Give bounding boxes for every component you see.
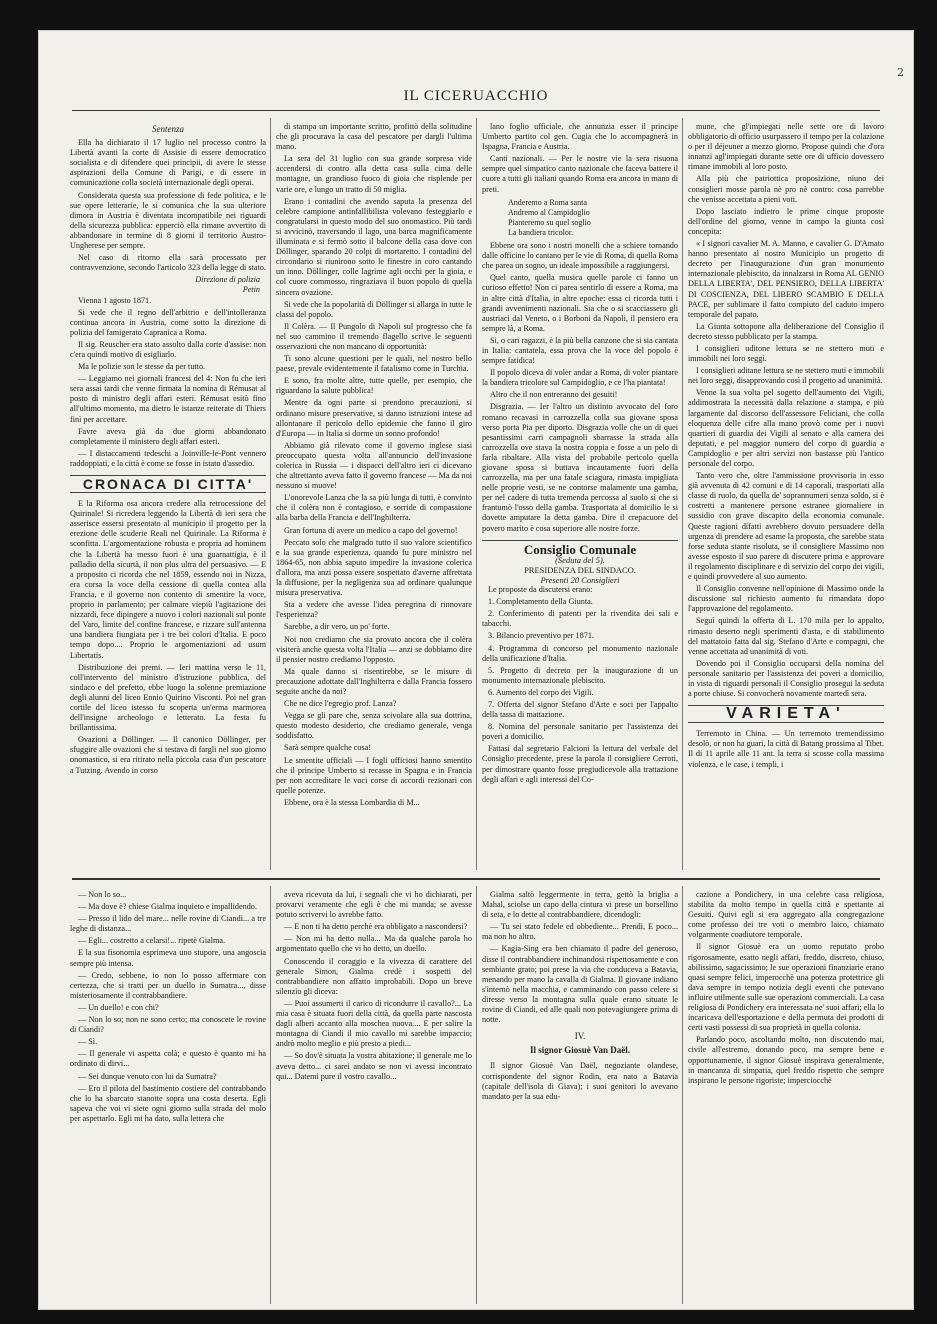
paragraph: Ma le polizie son le stesse da per tutto.: [78, 362, 206, 372]
column-divider: [682, 886, 683, 1304]
paragraph: — Credo, sebbene, io non lo posso affermare con certezza, che si tratti per un duello in Sumatra..., disse misteriosamente il contrabbandiere.: [70, 970, 266, 1000]
paragraph: Distribuzione dei premi. — Ieri mattina verso le 11, coll'intervento del ministro d'istruzione pubblica, del sindaco e del prefetto, ebbe luogo la solenne premiazione degli alunni del liceo Ennio Quirino Visconti. Poi nel gran cortile del liceo istesso fu scoperta un'erma marmorea dell'insigne archeologo e letterato. La festa fu brillantissima.: [70, 662, 266, 733]
paragraph: Il popolo diceva di voler andar a Roma, di voler piantare la bandiera tricolore sul Campidoglio, e ce l'ha piantata!: [482, 368, 678, 388]
paragraph: Seguì quindi la offerta di L. 170 mila per lo appalto, rimasto deserto negli sperimenti d'asta, e di stabilimento del mattatoio fatta dal sig. Stefano d'Arte e compagni, che venne accettata ad unanimità di voti.: [688, 616, 884, 656]
paragraph: Il Consiglio convenne nell'opinione di Massimo onde la discussione sul richiesto aumento fu rimandata dopo l'approvazione del regolamento.: [688, 584, 884, 614]
paragraph: — Un duello! e con chi?: [78, 1002, 159, 1012]
paragraph: — I distaccamenti tedeschi a Joinville-le-Pont vennero raddoppiati, e la città è come se fosse in istato d'assedio.: [70, 448, 266, 468]
paragraph: cazione a Pondichery, in una celebre casa religiosa, stabilita da molto tempo in quella città e spettante ai Gesuiti. Quivi egli si era aggregato alla congregazione come professo dei tre voti o membro laico, chiamato volgarmente coadiutore temporale.: [688, 890, 884, 940]
paragraph: Ovazioni a Döllinger. — Il canonico Döllinger, per sfuggire alle ovazioni che si testava di fargli nel suo giorno onomastico, si era ritirato nella piccola casa d'un pescatore a Tutzing. Avendo in corso: [70, 735, 266, 775]
paragraph: Si vede che il regno dell'arbitrio e dell'intolleranza continua ancora in Austria, come sotto la direzione di polizia del famigerato Capranica a Roma.: [70, 307, 266, 337]
paragraph: Ella ha dichiarato il 17 luglio nel processo contro la Libertà avanti la corte di Assisie di essere democratico socialista e di difendere quei principii, di avere le stesse aspirazioni della Comune di Parigi, e di essere in comunicazione colla società internazionale degli operai.: [70, 138, 266, 188]
paragraph: — Presso il lido del mare... nelle rovine di Ciandi... a tre leghe di distanza...: [70, 914, 266, 934]
paragraph: Nel caso di ritorno ella sarà processato per contravvenzione, secondo l'articolo 323 della legge di stato.: [70, 253, 266, 273]
list-item: Fattasi dal segretario Falcioni la lettura del verbale del Consiglio precedente, prese la parola il consigliere Cerroti, per dimostrare quanto fosse pregiudicevole alla trattazione degli affari e agli interessi del Co-: [482, 744, 678, 784]
paragraph: Altro che il non entreranno dei gesuiti!: [490, 390, 618, 400]
paragraph: Erano i contadini che avendo saputa la presenza del celebre campione antinfallibilista volevano festeggiarlo e congratularsi in questo modo del suo onomastico. Più tardi si avvicinò, traversando il lago, una barca magnificamente illuminata e si fermò sotto il balcone della casa dove con Döllinger, sparando 20 colpi di mortaretto. I contadini del circondario si riunirono sotto le finestre in coro cantando un inno. Döllinger, colle lagrime agli occhi per la gioia, e col cuore commosso, ringraziava il buon popolo di quella sincera ovazione.: [276, 196, 472, 297]
paragraph: Che ne dice l'egregio prof. Lanza?: [284, 699, 397, 709]
paragraph: — So dov'è situata la vostra abitazione; il generale me lo aveva detto... ci sarei andato se non vi avessi incontrato qui... Datemi pure il vostro cavallo...: [276, 1051, 472, 1081]
section-heading-varieta: VARIETA': [688, 705, 884, 723]
list-item: 3. Bilancio preventivo per 1871.: [488, 631, 594, 641]
masthead-rule: [72, 110, 880, 111]
page-number: 2: [897, 66, 904, 79]
feuilleton-rule: [72, 878, 880, 880]
list-item: Le proposte da discutersi erano:: [488, 585, 593, 595]
paragraph: Il signor Giosuè Van Daël, negoziante olandese, corrispondente del signor Rodin, era nato a Batavia (capitale dell'isola di Giava); i suoi genitori lo avevano mandato per la sua edu-: [482, 1061, 678, 1101]
paragraph: — E non ti ha detto perchè era obbligato a nascondersi?: [284, 922, 468, 932]
paragraph: Peccato solo che malgrado tutto il suo valore scientifico e la sua grande esperienza, quando fu pure ministro nel 1864-65, non abbia saputo impedire la invasione colerica d'allora, ma anzi possa essere sospettato d'averne affrettata la diffusione, per la negligenza sua ad ordinare qualunque misura preservativa.: [276, 537, 472, 598]
paragraph: Il signor Giosuè era un uomo reputato probo rigorosamente, esatto negli affari, freddo, discreto, chiuso, abilissimo, sagacissimo; le sue operazioni finanziarie erano quasi sempre felici, imperocchè una potenza protettrice gli dava sempre in tempo notizia degli eventi che potevano influire utilmente sulle sue operazioni commerciali. La casa religiosa di Pondichery era interessata ne' suoi affari; ella lo incaricava dell'esportazione e della permuta dei prodotti di certi vasti possessi di sua proprietà in quella colonia.: [688, 942, 884, 1033]
session-date: (Seduta del 5).: [555, 554, 605, 565]
article-title: Sentenza: [152, 124, 184, 134]
paragraph: — Ma dove è? chiese Gialma inquieto e impallidendo.: [78, 902, 257, 912]
paragraph: Venne la sua volta pel sogetto dell'aumento dei Vigili, addimostrata la necessità dalla relazione a stampa, e più largamente dal discorso dell'assessore Feliciani, che colla eloquenza delle cifre alla mano provò come per i nuovi quartieri di guardia dei Vigili al senato e alla camera dei deputati, e pel maggior numero del corpo di guardia a Campidoglio e per altri servizi non bastasse più l'antico personale del corpo.: [688, 388, 884, 468]
paragraph: Canti nazionali. — Per le nostre vie la sera risuona sempre quel simpatico canto nazionale che faceva battere il cuore a tutti gli italiani quando Roma era ancora in mano di preti.: [482, 154, 678, 194]
paragraph: Tanto vero che, oltre l'ammissione provvisoria in esso già avvenuta di 42 comuni e di 14 caporali, trasportati alla classe di ruolo, da quella de' soprannumeri senza soldo, si è costretti a mantenere persone estranee giornaliere in sussidio con grave discapito della economia comunale. Queste ragioni difatti avrebbero dovuto persuadere della urgenza di prendere ad esame la proposta, che sarebbe stata forse seduta stante risoluta, se il consigliere Massimo non avesse esposto il suo parere di discutere prima e approvare il regolamento disciplinare e di servizio del corpo dei vigili, e quindi provvedere al suo aumento.: [688, 471, 884, 582]
paragraph: — Tu sei stato fedele ed obbediente... Prendi, E poco... ma non ho altro.: [482, 922, 678, 942]
paragraph: Sarà sempre qualche cosa!: [284, 743, 372, 753]
paragraph: La Giunta sottopone alla deliberazione del Consiglio il decreto stesso pubblicato per la stampa.: [688, 321, 884, 341]
paragraph: Ebbene, ora è la stessa Lombardia di M...: [284, 797, 420, 807]
column-divider: [476, 886, 477, 1304]
paragraph: Favre aveva già da due giorni abbandonato completamente il ministero degli affari esteri.: [70, 426, 266, 446]
paragraph: di stampa un importante scritto, profittò della solitudine che gli procurava la casa del pescatore per dargli l'ultima mano.: [276, 122, 472, 152]
paragraph: Gialma saltò leggermente in terra, gettò la briglia a Mahal, sciolse un capo della cintura vi prese un borsellino di seta, e lo dette al contrabbandiere, dicendogli:: [482, 890, 678, 920]
column-divider: [270, 118, 271, 870]
poem-line: Pianteremo su quel soglio: [508, 217, 591, 227]
paragraph: Ebbene ora sono i nostri monelli che a schiere tornando dalle officine lo cantano per le vie di Roma, di quella Roma che parea un sogno, un ideale impossibile a raggiungersi.: [482, 241, 678, 271]
paragraph: La sera del 31 luglio con sua grande sorpresa vide accendersi di contro alla detta casa sulla cima delle montagne, un grandioso fuoco di gioia che risplende per varie ore, e lungo un tratto di 50 miglia.: [276, 154, 472, 194]
dateline: Vienna 1 agosto 1871.: [78, 295, 152, 305]
paragraph: E la sua fisonomia esprimeva uno stupore, una angoscia sempre più intensa.: [70, 948, 266, 968]
poem: [482, 198, 678, 238]
paragraph: Si vede che la popolarità di Döllinger si allarga in tutte le classi del popolo.: [276, 299, 472, 319]
chapter-title: Il signor Giosuè Van Daël.: [529, 1045, 631, 1056]
feuilleton-column-3: [482, 890, 678, 1305]
paragraph: E la Riforma osa ancora credere alla retrocessione del Quirinale! Si ricredera leggendo la Libertà di ieri sera che asserisce essersi presentato al municipio il progetto per la erezione delle scuderie Reali nel Quirinale. La Riforma è sconfitta. L'argomentazione robusta e propria ad hominem che la Libertà ha messo fuori è una guarnattigia, è il palladio della sicurtà, il non plus ultra del persuasivo. — E a proposito ci ricorda che nel 1859, essendo noi in Nizza, era corsa la voce della cessione di quella contea alla Francia, e il governo non contento di smentire la voce, proprio in parlamento; per calmare viepiù l'agitazione dei nizzardi, fece dipingere a nuovo i colori nazionali sul ponte del Varo, limite del confine francese, e rizzare sull'antenna una bandiera fiungiata per i tre bei colori d'Italia. E poco tempo dopo.... Proprio le argomentazioni ad usum Libertatis.: [70, 499, 266, 660]
paragraph: Sarebbe, a dir vero, un po' forte.: [284, 622, 390, 632]
paragraph: Il sig. Reuscher era stato assolto dalla corte d'assise: non c'era quindi motivo di esigliarlo.: [70, 339, 266, 359]
list-item: 1. Completamento della Giunta.: [488, 597, 593, 607]
column-2: [276, 122, 472, 872]
paragraph: Le smentite ufficiali — I fogli ufficiosi hanno smentito che il principe Umberto si recasse in Spagna e in Francia per non accreditare le voci corse di accordi rezionari con quelle potenze.: [276, 755, 472, 795]
list-item: 6. Aumento del corpo dei Vigili.: [488, 687, 594, 697]
list-item: 8. Nomina del personale sanitario per l'assistenza dei poveri a domicilio.: [482, 722, 678, 742]
poem-line: Andremo al Campidoglio: [508, 207, 590, 217]
paragraph: L'onorevole Lanza che la sa più lunga di tutti, è convinto che il colèra non è contagioso, e sorride di compassione alla barba della Francia e dell'Inghilterra.: [276, 493, 472, 523]
paragraph: lano foglio ufficiale, che annunzia esser il principe Umberto partito col gen. Cugia che lo accompagnerà in Ispagna, Francia e Austria.: [482, 122, 678, 152]
present-count: Presenti 20 Consiglieri: [540, 574, 620, 585]
paragraph: Parlando poco, ascoltando molto, non discutendo mai, civile all'estremo, donando poco, ma sempre bene e opportunamente, il signor Giosuè inspirava generalmente, in mancanza di simpatia, quel freddo rispetto che sempre inspirano le persone rigoriste; imperciocchè: [688, 1035, 884, 1085]
paragraph: Disgrazia. — Ier l'altro un distinto avvocato del foro romano recavasi in carrozzella colla sua giovane sposa verso porta Pia per diporto. Disgrazia volle che un di quei pesantissimi carri campagnoli sbarrasse la strada alla carrozzella ove stava la nostra coppia e fosse a un pelo di farla ribaltare. Alla vista del probabile pericolo quella giovane sposa si buttava incautamente fuori della carrozzella, ma per una fatale sciagura, rimasta impigliata nelle proprie vesti, se ne contorse malamente una gamba, per nel cadere di tutta tremenda percossa al suolo sì che si frantumò l'osso della gamba. Trasportata al domicilio le si dovette amputare la detta gamba. Dire il crepacuore del povero marito è cosa superiore alle nostre forze.: [482, 402, 678, 533]
list-item: 2. Conferimento di patenti per la rivendita dei sali e tabacchi.: [482, 609, 678, 629]
paragraph: — Puoi assumerti il carico di ricondurre il cavallo?... La mia casa è situata fuori della città, da quella parte nascosta dagli alberi accanto alla moschea nuova.... E per salire la montagna di Ciandi il mio cavallo mi sarebbe impaccio; andrò molto meglio e più presto a piedi...: [276, 998, 472, 1049]
chapter-number: IV.: [574, 1031, 586, 1042]
paragraph: Ma quale danno si risentirebbe, se le misure di precauzione adottate dall'Inghilterra e dalla Francia fossero seguite anche da noi?: [276, 666, 472, 696]
feuilleton-column-4: [688, 890, 884, 1305]
paragraph: — Non mi ha detto nulla... Ma da qualche parola ho argomentato quello che vi ho detto, un duello.: [276, 934, 472, 954]
column-divider: [270, 886, 271, 1304]
column-4: [688, 122, 884, 872]
paragraph: I consiglieri uditone lettura se ne stettero muti e immobili nei loro seggi.: [688, 343, 884, 364]
column-1: [70, 122, 266, 872]
paragraph: Terremoto in China. — Un terremoto tremendissimo desolò, or non ha guari, la città di Batang prossima al Tibet. Il di 11 aprile alle 11 ant. la terra si scosse colla massima violenza, e le case, i templi, i: [688, 729, 884, 769]
feuilleton-column-1: [70, 890, 266, 1305]
paragraph: Noi non crediamo che sia provato ancora che il colèra visiterà anche questa volta l'Italia — anzi se dobbiamo dire il pensier nostro crediamo l'opposto.: [276, 634, 472, 664]
feuilleton-column-2: [276, 890, 472, 1305]
paragraph: — Non lo so...: [78, 890, 127, 899]
paragraph: Si, o cari ragazzi, è la più bella canzone che si sia cantata in Italia: cantatela, essa prova che la voce del popolo è sempre fatidica!: [482, 335, 678, 366]
paragraph: Sta a vedere che avesse l'idea peregrina di rinnovare l'esperienza?: [276, 600, 472, 620]
paragraph: Ti sono alcune questioni per le quali, nel nostro bello paese, prevale evidentemente il fatalismo come in Turchia.: [276, 354, 472, 374]
signature: Direzione di polizia: [195, 275, 260, 285]
paragraph: Alla più che patriottica proposizione, niuno dei consiglieri mosse parola nè pro nè contro: cosa parrebbe che venisse accettata a pieni voti.: [688, 174, 884, 204]
paragraph: Dovendo poi il Consiglio occuparsi della nomina del personale sanitario per l'assistenza dei poveri a domicilio, in vista di riguardi personali il Consiglio prosegui la seduta a porte chiuse. Si convocherà novamente martedì sera.: [688, 658, 884, 699]
paragraph: — Il generale vi aspetta colà; e questo è quanto mi ha ordinato di dirvi...: [70, 1049, 266, 1069]
agenda-list: [482, 585, 678, 785]
paragraph: — Ero il pilota del bastimento costiere del contrabbando che lo ha sbarcato stanotte sopra una costa deserta. Egli sapeva che voi vi siete ogni giorno sulla strada del molo per aspettarlo. Egli mi ha dato, sulla lettera che: [70, 1083, 266, 1123]
signature-name: Petin: [242, 285, 260, 295]
section-heading-cronaca: CRONACA DI CITTA': [70, 475, 266, 493]
paragraph: mune, che gl'impiegati nelle sette ore di lavoro obbligatorio di officio usurpassero il tempo per la colazione o per il déjeuner a mezzo giorno. Propose quindi che d'ora innanzi agl'impiegati durante sette ore di ufficio dovessero rimane immobili al loro posto.: [688, 122, 884, 172]
paragraph: Mentre da ogni parte si prendono precauzioni, si ordinano misure preservative, si danno istruzioni intese ad allontanare il pericolo dello epidemie che fanno il giro d'Europa — in Italia si dorme un sonno profondo!: [276, 398, 472, 438]
paragraph: — Sei dunque venuto con lui da Sumatra?: [78, 1071, 217, 1081]
paragraph: Conoscendo il coraggio e la vivezza di carattere del generale Simon, Gialma credè i sospetti del contrabbandiere non affatto improbabili. Dopo un breve silenzio gli diceva:: [276, 956, 472, 996]
paragraph: — Leggiamo nei giornali francesi del 4: Non fu che ieri sera assai tardi che venne firmata la nomina di Rémusat al posto di ministro degli affari esteri. Rémusat esitò fino all'ultimo momento, ma dietro le istanze reiterate di Thiers finì per accettare.: [70, 374, 266, 424]
section-heading-consiglio: Consiglio Comunale: [482, 540, 678, 555]
column-divider: [682, 118, 683, 870]
paragraph: Quel canto, quella musica quelle parole ci fanno un curioso effetto! Non ci parea sentirlo di essere a Roma, ma in altre città d'Italia, in altre epoche: essa ci ricorda tutti i grandi avvenimenti nazionali. Sia che o si scacciassero gli austriaci dal Veneto, o i Borboni da Napoli, il pensiero era sempre là, a Roma.: [482, 273, 678, 333]
paragraph: — Sì.: [78, 1037, 98, 1047]
poem-line: La bandiera tricolor.: [508, 227, 574, 237]
paragraph: Considerata questa sua professione di fede politica, e le sue opere letterarie, le si comunica che la sua ulteriore dimora in Austria è diventata incompatibile nei riguardi della sicurezza pubblica: epperciò ella rimane avvertito di abbandonare in termine di 8 giorni il territorio Austro-Ungherese per sempre.: [70, 190, 266, 251]
paragraph: — Kagia-Sing era ben chiamato il padre del generoso, disse il contrabbandiere inchinandosi rispettosamente e con sembiante grato; poi prese la via che conduceva a Batavia, menando per mano la cavalla di Gialma. Il giovane indiano s'internò nella macchia, e camminando con passo celere si diresse verso la montagna sulla quale erano situate le rovine di Ciandi, ed alle quali non potevagiungere prima di notte.: [482, 944, 678, 1025]
column-divider: [476, 118, 477, 870]
paragraph: Dopo lasciato indietro le prime cinque proposte dell'ordine del giorno, venne in campo la giunta così concepita:: [688, 206, 884, 236]
masthead: IL CICERUACCHIO: [403, 88, 549, 104]
paragraph: Gran fortuna di avere un medico a capo del governo!: [284, 525, 458, 535]
list-item: 5. Progetto di decreto per la inaugurazione di un monumento internazionale plebiscito.: [482, 665, 678, 685]
poem-line: Anderemo a Roma santa: [508, 197, 587, 207]
list-item: 7. Offerta del signor Stefano d'Arte e soci per l'appalto della tassa di mattazione.: [482, 699, 678, 720]
paragraph: — Non lo so; non ne sono certo; ma conoscete le rovine di Ciandi?: [70, 1015, 266, 1035]
paragraph: aveva ricevuta da lui, i segnali che vi ho dichiarati, per provarvi veramente che egli è che mi manda; se avesse potuto scrivervi lo avrebbe fatto.: [276, 890, 472, 920]
list-item: 4. Programma di concorso pel monumento nazionale della unificazione d'Italia.: [482, 643, 678, 663]
newspaper-page: [38, 30, 914, 1310]
paragraph: — Egli... costretto a celarsi!... ripetè Gialma.: [78, 936, 226, 946]
paragraph: « I signori cavalier M. A. Manno, e cavalier G. D'Amato hanno presentato al nostro Municipio un progetto di decreto per l'inaugurazione d'un gran monumento internazionale plebiscito, da innalzarsi in Roma AL GENIO DELLA LIBERTA', DEL PENSIERO, DELLA LIBERTA' DI COSCIENZA, DEL LIBERO SCAMBIO E DELLA PACE, per sublimare il fatto compiuto del caduto impero temporale del papato.: [688, 239, 884, 319]
presidency: PRESIDENZA DEL SINDACO.: [524, 564, 636, 575]
paragraph: Abbiamo già rilevato come il governo inglese siasi preoccupato questa volta all'annuncio dell'invasione colerica in Russia — i dispacci dell'altro ieri ci dicevano che altrettanto aveva fatto il governo francese — Ma da noi nessuno si muove!: [276, 440, 472, 491]
column-3: [482, 122, 678, 872]
paragraph: E sono, fra molte altre, tutte quelle, per esempio, che riguardano la salute pubblica!: [276, 376, 472, 396]
paragraph: Vegga se gli pare che, senza scivolare alla sua dottrina, questo modesto desiderio, che crediamo generale, venga soddisfatto.: [276, 711, 472, 741]
paragraph: I consiglieri aditane lettura se ne stettero muti e immobili nei loro seggi, disapprovando così il progetto ad unanimità.: [688, 366, 884, 386]
paragraph: Il Colèra. — Il Pungolo di Napoli sul progresso che fa nel suo cammino il tremendo flagello scrive le seguenti osservazioni che non mancano di opportunità:: [276, 321, 472, 351]
